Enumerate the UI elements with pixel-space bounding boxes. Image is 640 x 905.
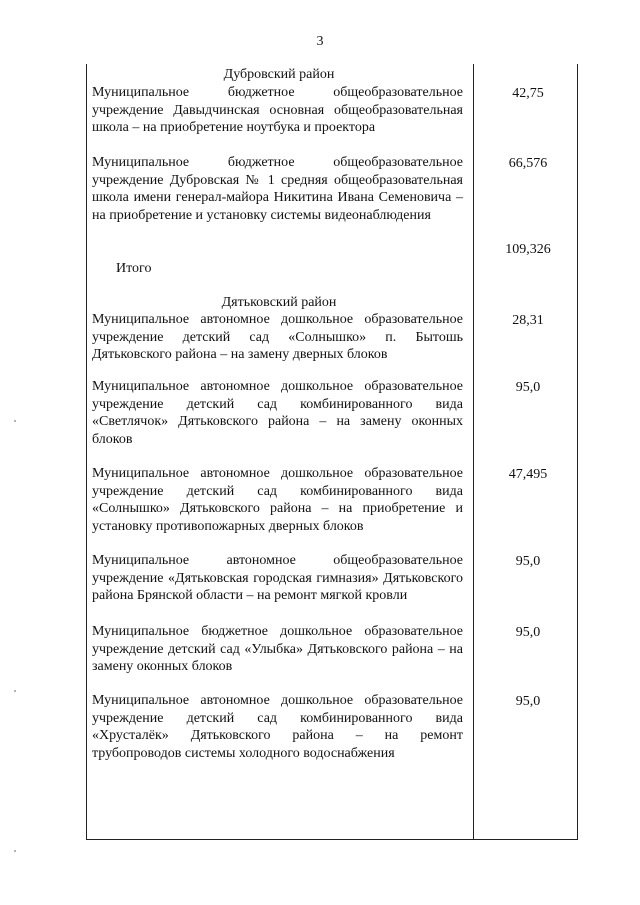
- entry-description: Муниципальное автономное дошкольное образовательное учреждение детский сад «Солнышко» п. Бытошь Дятьковского района – на замену дверных блоков: [92, 312, 463, 362]
- entry-description: Муниципальное автономное дошкольное образовательное учреждение детский сад комбинированного вида «Хрусталёк» Дятьковского района – на ремонт трубопроводов системы холодного водоснабжения: [92, 693, 463, 761]
- column-divider: [473, 64, 474, 839]
- entry-description: Муниципальное бюджетное общеобразовательное учреждение Дубровская № 1 средняя общеобразовательная школа имени генерал-майора Никитина Ивана Семеновича – на приобретение и установку системы видеонаблюдения: [92, 155, 463, 223]
- entry-amount: 42,75: [512, 86, 544, 101]
- entry-amount: 95,0: [515, 554, 541, 569]
- entry-amount: 95,0: [515, 380, 541, 395]
- total-label: Итого: [116, 261, 152, 276]
- entry-description: Муниципальное бюджетное дошкольное образовательное учреждение детский сад «Улыбка» Дятьковского района – на замену оконных блоков: [92, 624, 463, 674]
- entry-description: Муниципальное автономное дошкольное образовательное учреждение детский сад комбинированного вида «Светлячок» Дятьковского района – на замену оконных блоков: [92, 379, 463, 447]
- scan-artifact: [14, 850, 16, 852]
- entry-description: Муниципальное автономное дошкольное образовательное учреждение детский сад комбинированного вида «Солнышко» Дятьковского района – на приобретение и установку противопожарных дверных блоков: [92, 466, 463, 534]
- scan-artifact: [14, 690, 16, 692]
- district-heading-dubrovsky: Дубровский район: [223, 67, 335, 82]
- scan-artifact: [14, 420, 16, 422]
- total-amount: 109,326: [505, 242, 551, 257]
- page-number: 3: [316, 34, 324, 49]
- entry-amount: 66,576: [508, 156, 548, 171]
- district-heading-dyatkovo: Дятьковский район: [221, 295, 337, 310]
- entry-description: Муниципальное бюджетное общеобразовательное учреждение Давыдчинская основная общеобразовательная школа – на приобретение ноутбука и проектора: [92, 85, 463, 135]
- entry-amount: 95,0: [515, 625, 541, 640]
- entry-description: Муниципальное автономное общеобразовательное учреждение «Дятьковская городская гимназия» Дятьковского района Брянской области – на ремонт мягкой кровли: [92, 553, 463, 603]
- entry-amount: 28,31: [512, 313, 544, 328]
- entry-amount: 95,0: [515, 694, 541, 709]
- entry-amount: 47,495: [508, 467, 548, 482]
